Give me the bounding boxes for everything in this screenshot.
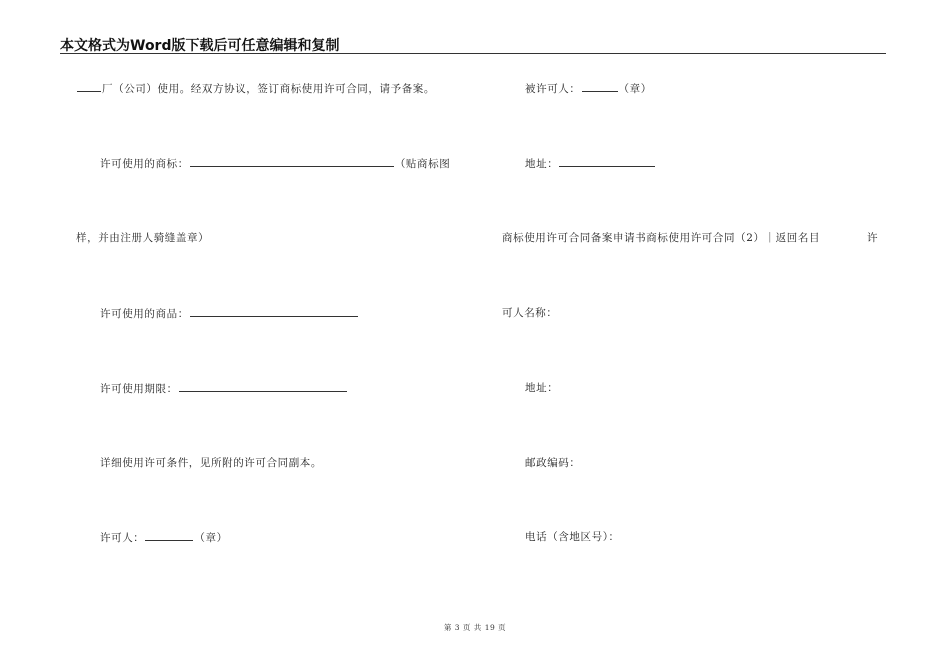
left-line-7	[100, 529, 228, 545]
left-line-5	[100, 380, 348, 396]
licensor-label: 许可人：	[100, 532, 145, 544]
license-period-label: 许可使用期限：	[100, 383, 178, 395]
right-line-1	[525, 80, 652, 96]
right-line-7	[525, 529, 620, 544]
license-period-blank	[179, 380, 347, 392]
licensor-blank	[145, 529, 193, 541]
licensed-goods-label: 许可使用的商品：	[100, 308, 189, 320]
left-line-1-text: 厂（公司）使用。经双方协议，签订商标使用许可合同，请予备案。	[102, 83, 435, 95]
right-line-6	[525, 455, 581, 470]
page-number-current: 3	[454, 623, 461, 632]
right-line-3	[502, 230, 820, 245]
left-line-6	[100, 455, 322, 470]
left-line-3-text: 样，并由注册人骑缝盖章）	[76, 232, 210, 244]
left-line-3	[76, 230, 209, 245]
licensed-goods-blank	[190, 305, 358, 317]
page-number-prefix: 第	[443, 623, 452, 632]
licensee-name-label: 可人名称：	[502, 307, 558, 319]
related-links-text[interactable]: 商标使用许可合同备案申请书商标使用许可合同（2）｜返回名目	[502, 232, 821, 244]
licensee-label: 被许可人：	[525, 83, 581, 95]
page-number-suffix: 页	[498, 623, 507, 632]
address-blank	[559, 155, 655, 167]
page-number-total: 19	[484, 623, 496, 632]
licensed-trademark-label: 许可使用的商标：	[100, 158, 189, 170]
right-line-2	[525, 155, 656, 171]
phone-label: 电话（含地区号）：	[525, 531, 620, 543]
licensed-trademark-suffix: （贴商标图	[394, 158, 451, 170]
licensee-suffix: （章）	[618, 83, 652, 95]
blank-underline	[77, 80, 101, 92]
page-header-title: 本文格式为Word版下载后可任意编辑和复制	[60, 38, 340, 54]
right-line-3-tail-text: 许	[867, 232, 879, 244]
right-line-3-tail	[867, 230, 878, 245]
right-line-5	[525, 380, 558, 395]
right-line-4	[502, 305, 558, 320]
page-footer	[0, 622, 950, 633]
left-line-2	[100, 155, 450, 171]
address-label-2: 地址：	[525, 382, 559, 394]
licensor-suffix: （章）	[194, 532, 228, 544]
left-line-6-text: 详细使用许可条件，见所附的许可合同副本。	[100, 457, 322, 469]
licensee-blank	[582, 80, 618, 92]
licensed-trademark-blank	[190, 155, 394, 167]
address-label: 地址：	[525, 158, 559, 170]
left-line-4	[100, 305, 359, 321]
header-divider	[60, 53, 886, 54]
postal-code-label: 邮政编码：	[525, 457, 581, 469]
page-number-mid: 页 共	[462, 623, 482, 632]
left-line-1	[76, 80, 435, 96]
